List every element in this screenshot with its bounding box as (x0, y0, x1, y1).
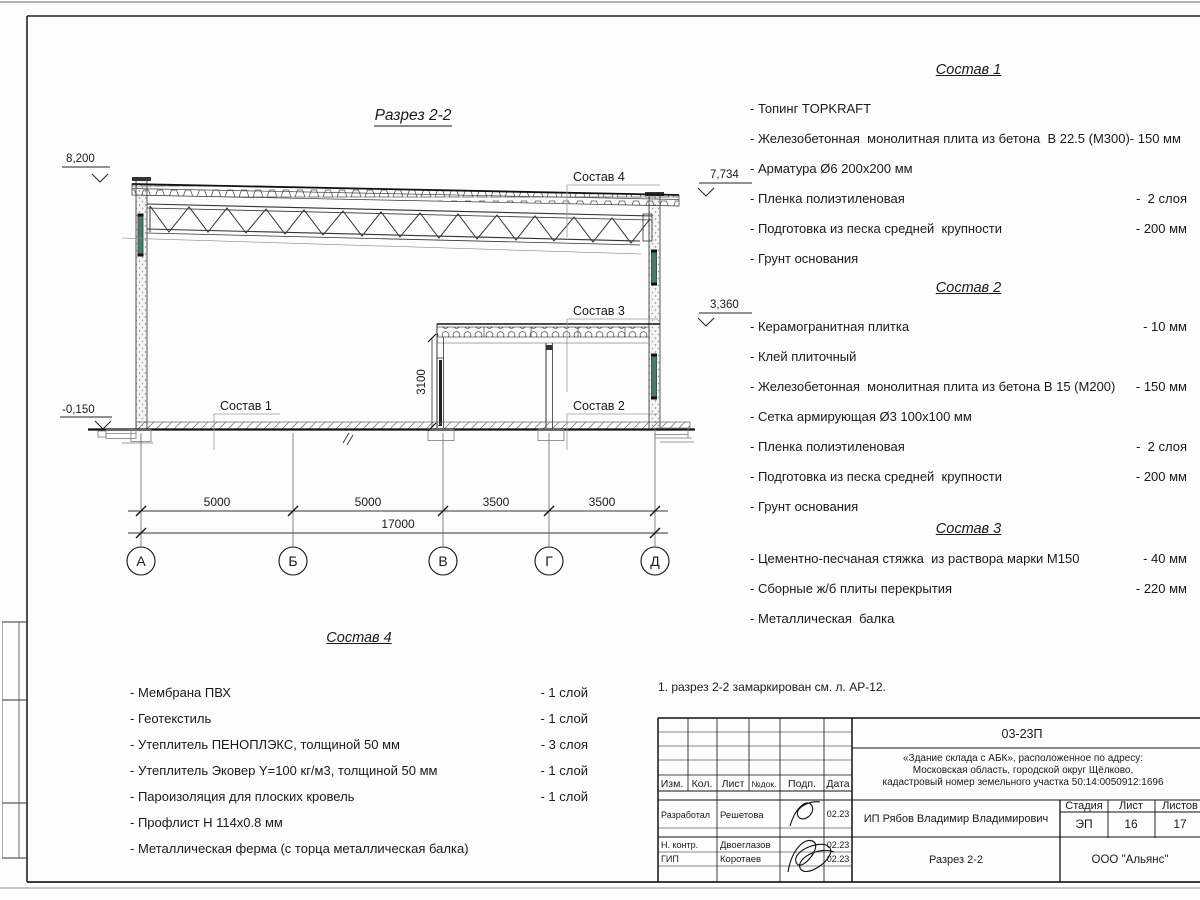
sostav-4-title: Состав 4 (326, 630, 392, 646)
axis-a: А (136, 553, 146, 569)
elevation-3360 (698, 299, 752, 326)
list-item: - Цементно-песчаная стяжка из раствора марки М150 - 40 мм (750, 551, 1187, 566)
dim-g-d: 3500 (588, 495, 616, 509)
left-wall-window (138, 216, 143, 254)
dim-a-b: 5000 (203, 495, 231, 509)
roof-deck (132, 184, 679, 206)
list-item: - Топинг TOPKRAFT (750, 101, 872, 116)
sostav-3-list (750, 521, 1187, 641)
list-item: - Профлист Н 114х0.8 мм (130, 815, 283, 830)
list-item: - Грунт основания (750, 499, 859, 514)
col-izm: Изм. (660, 778, 684, 790)
right-wall (645, 192, 664, 429)
sheets-total: 17 (1173, 817, 1187, 831)
col-kol: Кол. (691, 778, 713, 790)
sostav-1-list (750, 62, 1187, 281)
dim-b-v: 5000 (354, 495, 382, 509)
list-item: - Железобетонная монолитная плита из бетона В 22.5 (М300)- 150 мм (750, 131, 1181, 146)
mezz-height-dimension (416, 334, 436, 431)
stamp-sheet-title: Разрез 2-2 (928, 854, 984, 866)
title-block (658, 718, 1200, 882)
sostav-4-list (130, 630, 588, 867)
project-line1: «Здание склада с АБК», расположенное по адресу: (903, 753, 1143, 764)
project-line3: кадастровый номер земельного участка 50:14:0050912:1696 (882, 777, 1164, 788)
left-wall (132, 177, 151, 429)
list-item: - Керамогранитная плитка - 10 мм (750, 319, 1187, 334)
row-developer-date: 02.23 (826, 809, 850, 819)
row-ncontrol-name: Двоеглазов (720, 840, 771, 851)
right-wall-window-lower (652, 356, 657, 397)
list-item: - Железобетонная монолитная плита из бетона В 15 (М200) - 150 мм (750, 379, 1187, 394)
row-gip-role: ГИП (661, 854, 679, 864)
signature-reshetova (790, 802, 820, 826)
sostav-1-title: Состав 1 (935, 62, 1002, 78)
list-item: - Металлическая ферма (с торца металлическая балка) (130, 841, 469, 856)
col-doc: №док. (751, 779, 777, 789)
stage-value: ЭП (1075, 817, 1093, 831)
row-developer-name: Решетова (720, 810, 764, 821)
list-item: - Пленка полиэтиленовая - 2 слоя (750, 439, 1187, 454)
list-item: - Подготовка из песка средней крупности - 200 мм (750, 221, 1187, 236)
sheets-label: Листов (1162, 800, 1198, 812)
list-item: - Мембрана ПВХ - 1 слой (130, 685, 588, 700)
list-item: - Клей плиточный (750, 349, 857, 364)
axis-d: Д (650, 553, 660, 569)
grid-bubbles (127, 547, 669, 575)
hollow-core-slab (437, 327, 649, 337)
list-item: - Геотекстиль - 1 слой (130, 711, 588, 726)
dim-total: 17000 (381, 517, 415, 531)
truss-diagonals (150, 206, 650, 243)
drawing-note: 1. разрез 2-2 замаркирован см. л. АР-12. (658, 680, 886, 694)
list-item: - Утеплитель ПЕНОПЛЭКС, толщиной 50 мм - 3 слоя (130, 737, 588, 752)
left-margin-table (2, 622, 27, 858)
elevation-8200 (62, 153, 110, 182)
sheet-number: 16 (1124, 817, 1138, 831)
sostav-3-title: Состав 3 (935, 521, 1002, 537)
svg-text:Состав 1: Состав 1 (220, 399, 272, 413)
view-title (374, 107, 452, 126)
stage-label: Стадия (1065, 800, 1103, 812)
list-item: - Подготовка из песка средней крупности - 200 мм (750, 469, 1187, 484)
svg-text:-0,150: -0,150 (62, 404, 95, 416)
list-item: - Арматура Ø6 200х200 мм (750, 161, 913, 176)
list-item: - Сборные ж/б плиты перекрытия - 220 мм (750, 581, 1187, 596)
break-symbol (343, 433, 353, 445)
row-gip-date: 02.23 (826, 854, 850, 864)
grid-and-dimensions (127, 334, 669, 575)
far-truss-chord (122, 238, 641, 254)
row-developer-role: Разработал (661, 810, 710, 820)
column-axis-g (546, 343, 553, 428)
list-item: - Грунт основания (750, 251, 859, 266)
list-item: - Пароизоляция для плоских кровель - 1 слой (130, 789, 588, 804)
callout-sostav3 (567, 304, 658, 392)
axis-v: В (438, 553, 448, 569)
section-view (60, 107, 752, 575)
right-wall-window-upper (652, 252, 657, 283)
axis-b: Б (288, 553, 298, 569)
client: ИП Рябов Владимир Владимирович (863, 813, 1049, 825)
roof-truss (122, 204, 652, 254)
col-list: Лист (721, 778, 745, 790)
sostav-2-list (750, 280, 1187, 529)
svg-text:Состав 4: Состав 4 (573, 170, 625, 184)
mezzanine (437, 324, 660, 428)
svg-text:Состав 3: Состав 3 (573, 304, 625, 318)
left-parapet-cap (132, 177, 151, 181)
ground-floor (88, 422, 695, 445)
dim-mezz-height: 3100 (416, 369, 428, 395)
svg-text:7,734: 7,734 (710, 169, 739, 181)
elevation-7734 (698, 169, 752, 196)
list-item: - Металлическая балка (750, 611, 895, 626)
axis-g: Г (545, 553, 553, 569)
svg-text:8,200: 8,200 (66, 153, 95, 165)
col-podp: Подп. (788, 778, 816, 790)
list-item: - Сетка армирующая Ø3 100х100 мм (750, 409, 972, 424)
sostav-2-title: Состав 2 (935, 280, 1002, 296)
col-data: Дата (826, 778, 850, 790)
sheet-label: Лист (1119, 800, 1143, 812)
svg-text:3,360: 3,360 (710, 299, 739, 311)
section-title: Разрез 2-2 (374, 107, 452, 124)
company: ООО "Альянс" (1091, 854, 1169, 866)
svg-text:Состав 2: Состав 2 (573, 399, 625, 413)
elevation-minus-0150 (60, 404, 112, 429)
column-axis-v (437, 324, 444, 428)
row-ncontrol-date: 02.23 (826, 840, 850, 850)
row-ncontrol-role: Н. контр. (661, 840, 699, 850)
doc-code: 03-23П (1001, 727, 1043, 741)
row-gip-name: Коротаев (720, 854, 762, 865)
dim-v-g: 3500 (482, 495, 510, 509)
project-line2: Московская область, городской округ Щёлково, (912, 765, 1134, 776)
list-item: - Пленка полиэтиленовая - 2 слоя (750, 191, 1187, 206)
list-item: - Утеплитель Эковер Y=100 кг/м3, толщиной 50 мм - 1 слой (130, 763, 588, 778)
